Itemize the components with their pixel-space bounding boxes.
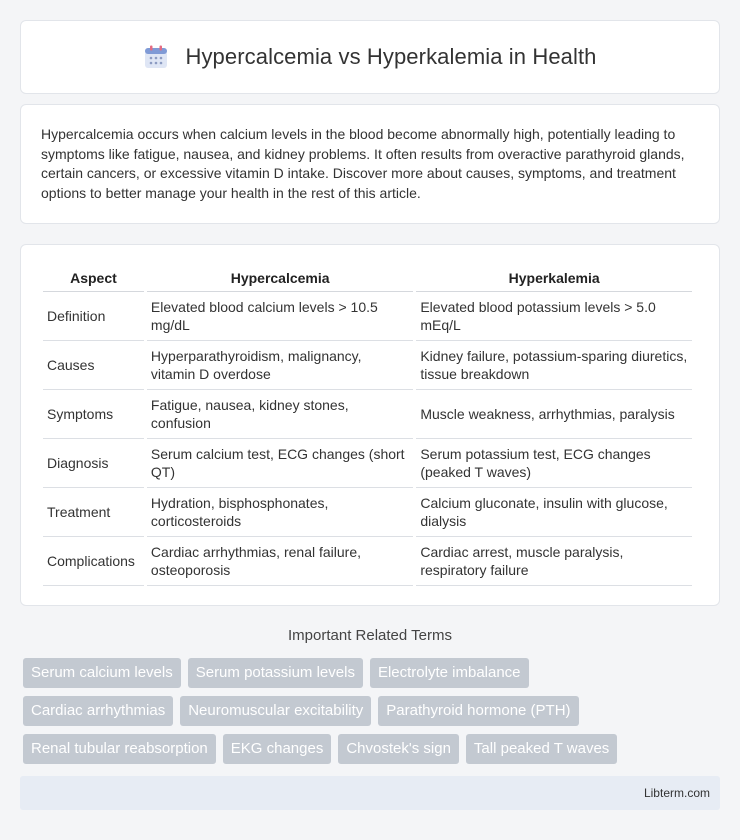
tag-tall-peaked-t-waves[interactable]: Tall peaked T waves xyxy=(466,734,617,764)
row-hypercalcemia: Fatigue, nausea, kidney stones, confusion xyxy=(147,390,413,439)
tag-parathyroid-hormone[interactable]: Parathyroid hormone (PTH) xyxy=(378,696,578,726)
row-hyperkalemia: Serum potassium test, ECG changes (peaked T waves) xyxy=(416,439,692,488)
tag-serum-calcium-levels[interactable]: Serum calcium levels xyxy=(23,658,181,688)
header-hyperkalemia: Hyperkalemia xyxy=(416,265,692,292)
row-hyperkalemia: Elevated blood potassium levels > 5.0 mEq/L xyxy=(416,292,692,341)
tag-electrolyte-imbalance[interactable]: Electrolyte imbalance xyxy=(370,658,529,688)
row-hyperkalemia: Calcium gluconate, insulin with glucose, dialysis xyxy=(416,488,692,537)
tag-row xyxy=(23,734,723,764)
related-terms-title: Important Related Terms xyxy=(288,627,452,644)
tag-neuromuscular-excitability[interactable]: Neuromuscular excitability xyxy=(180,696,371,726)
row-aspect: Diagnosis xyxy=(43,439,144,488)
comparison-table-card xyxy=(20,244,720,606)
table-row xyxy=(43,341,692,390)
tag-serum-potassium-levels[interactable]: Serum potassium levels xyxy=(188,658,363,688)
row-aspect: Definition xyxy=(43,292,144,341)
header-aspect: Aspect xyxy=(43,265,144,292)
table-row xyxy=(43,488,692,537)
table-row xyxy=(43,439,692,488)
calendar-icon xyxy=(143,44,169,70)
row-hyperkalemia: Cardiac arrest, muscle paralysis, respiratory failure xyxy=(416,537,692,586)
row-aspect: Complications xyxy=(43,537,144,586)
row-hypercalcemia: Hyperparathyroidism, malignancy, vitamin D overdose xyxy=(147,341,413,390)
tag-ekg-changes[interactable]: EKG changes xyxy=(223,734,332,764)
row-hyperkalemia: Muscle weakness, arrhythmias, paralysis xyxy=(416,390,692,439)
page-title: Hypercalcemia vs Hyperkalemia in Health xyxy=(185,44,597,69)
row-aspect: Treatment xyxy=(43,488,144,537)
row-hypercalcemia: Hydration, bisphosphonates, corticosteroids xyxy=(147,488,413,537)
tag-chvosteks-sign[interactable]: Chvostek's sign xyxy=(338,734,459,764)
row-aspect: Causes xyxy=(43,341,144,390)
footer-site-link[interactable]: Libterm.com xyxy=(643,786,710,800)
table-row xyxy=(43,537,692,586)
footer xyxy=(20,776,720,810)
related-terms-list xyxy=(23,658,723,772)
tag-row xyxy=(23,658,723,688)
header-hypercalcemia: Hypercalcemia xyxy=(147,265,413,292)
intro-card xyxy=(20,104,720,224)
table-header-row xyxy=(43,265,692,292)
intro-paragraph: Hypercalcemia occurs when calcium levels in the blood become abnormally high, potentially leading to symptoms like fatigue, nausea, and kidney problems. It often results from overactive parathyroid glands, certain cancers, or excessive vitamin D intake. Discover more about causes, symptoms, and treatment options to better manage your health in the rest of this article. xyxy=(41,126,685,201)
row-hypercalcemia: Elevated blood calcium levels > 10.5 mg/dL xyxy=(147,292,413,341)
row-hypercalcemia: Cardiac arrhythmias, renal failure, osteoporosis xyxy=(147,537,413,586)
row-hyperkalemia: Kidney failure, potassium-sparing diuretics, tissue breakdown xyxy=(416,341,692,390)
table-row xyxy=(43,292,692,341)
tag-row xyxy=(23,696,723,726)
tag-renal-tubular-reabsorption[interactable]: Renal tubular reabsorption xyxy=(23,734,216,764)
comparison-table xyxy=(40,265,695,586)
table-row xyxy=(43,390,692,439)
row-hypercalcemia: Serum calcium test, ECG changes (short QT) xyxy=(147,439,413,488)
header-card xyxy=(20,20,720,94)
tag-cardiac-arrhythmias[interactable]: Cardiac arrhythmias xyxy=(23,696,173,726)
row-aspect: Symptoms xyxy=(43,390,144,439)
